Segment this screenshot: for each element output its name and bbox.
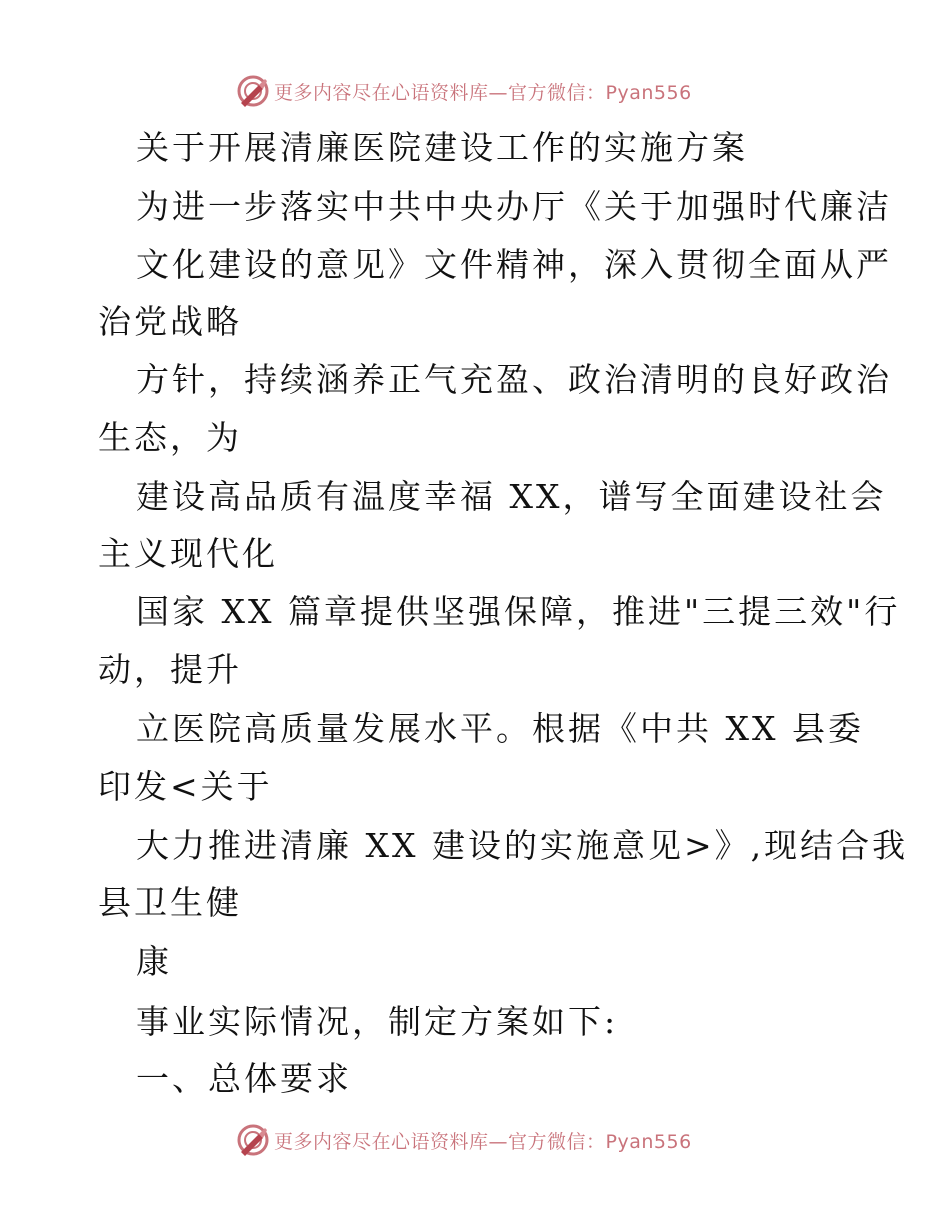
pen-logo-icon [236,74,270,108]
paragraph-line: 生态，为 [98,418,242,457]
paragraph-line: 立医院高质量发展水平。根据《中共 XX 县委 [136,709,864,748]
paragraph-line: 康 [136,942,172,981]
section-heading: 一、总体要求 [136,1059,352,1098]
paragraph-line: 县卫生健 [98,883,242,922]
paragraph-line: 主义现代化 [98,534,278,573]
watermark-text: 更多内容尽在心语资料库—官方微信：Pyan556 [274,81,692,104]
paragraph-line: 事业实际情况，制定方案如下: [136,1002,619,1041]
paragraph-line: 方针，持续涵养正气充盈、政治清明的良好政治 [136,360,892,399]
pen-logo-icon [236,1123,270,1157]
paragraph-line: 为进一步落实中共中央办厅《关于加强时代廉洁 [136,187,892,226]
footer-watermark-banner [236,1120,692,1160]
paragraph-line: 大力推进清廉 XX 建设的实施意见>》,现结合我 [136,826,909,865]
document-title: 关于开展清廉医院建设工作的实施方案 [136,128,748,167]
watermark-text: 更多内容尽在心语资料库—官方微信：Pyan556 [274,1130,692,1153]
paragraph-line: 建设高品质有温度幸福 XX，谱写全面建设社会 [136,477,887,516]
paragraph-line: 国家 XX 篇章提供坚强保障，推进"三提三效"行 [136,592,901,631]
paragraph-line: 印发<关于 [98,767,273,806]
paragraph-line: 文化建设的意见》文件精神，深入贯彻全面从严 [136,245,892,284]
paragraph-line: 动，提升 [98,650,242,689]
header-watermark-banner [236,71,692,111]
paragraph-line: 治党战略 [98,302,242,341]
